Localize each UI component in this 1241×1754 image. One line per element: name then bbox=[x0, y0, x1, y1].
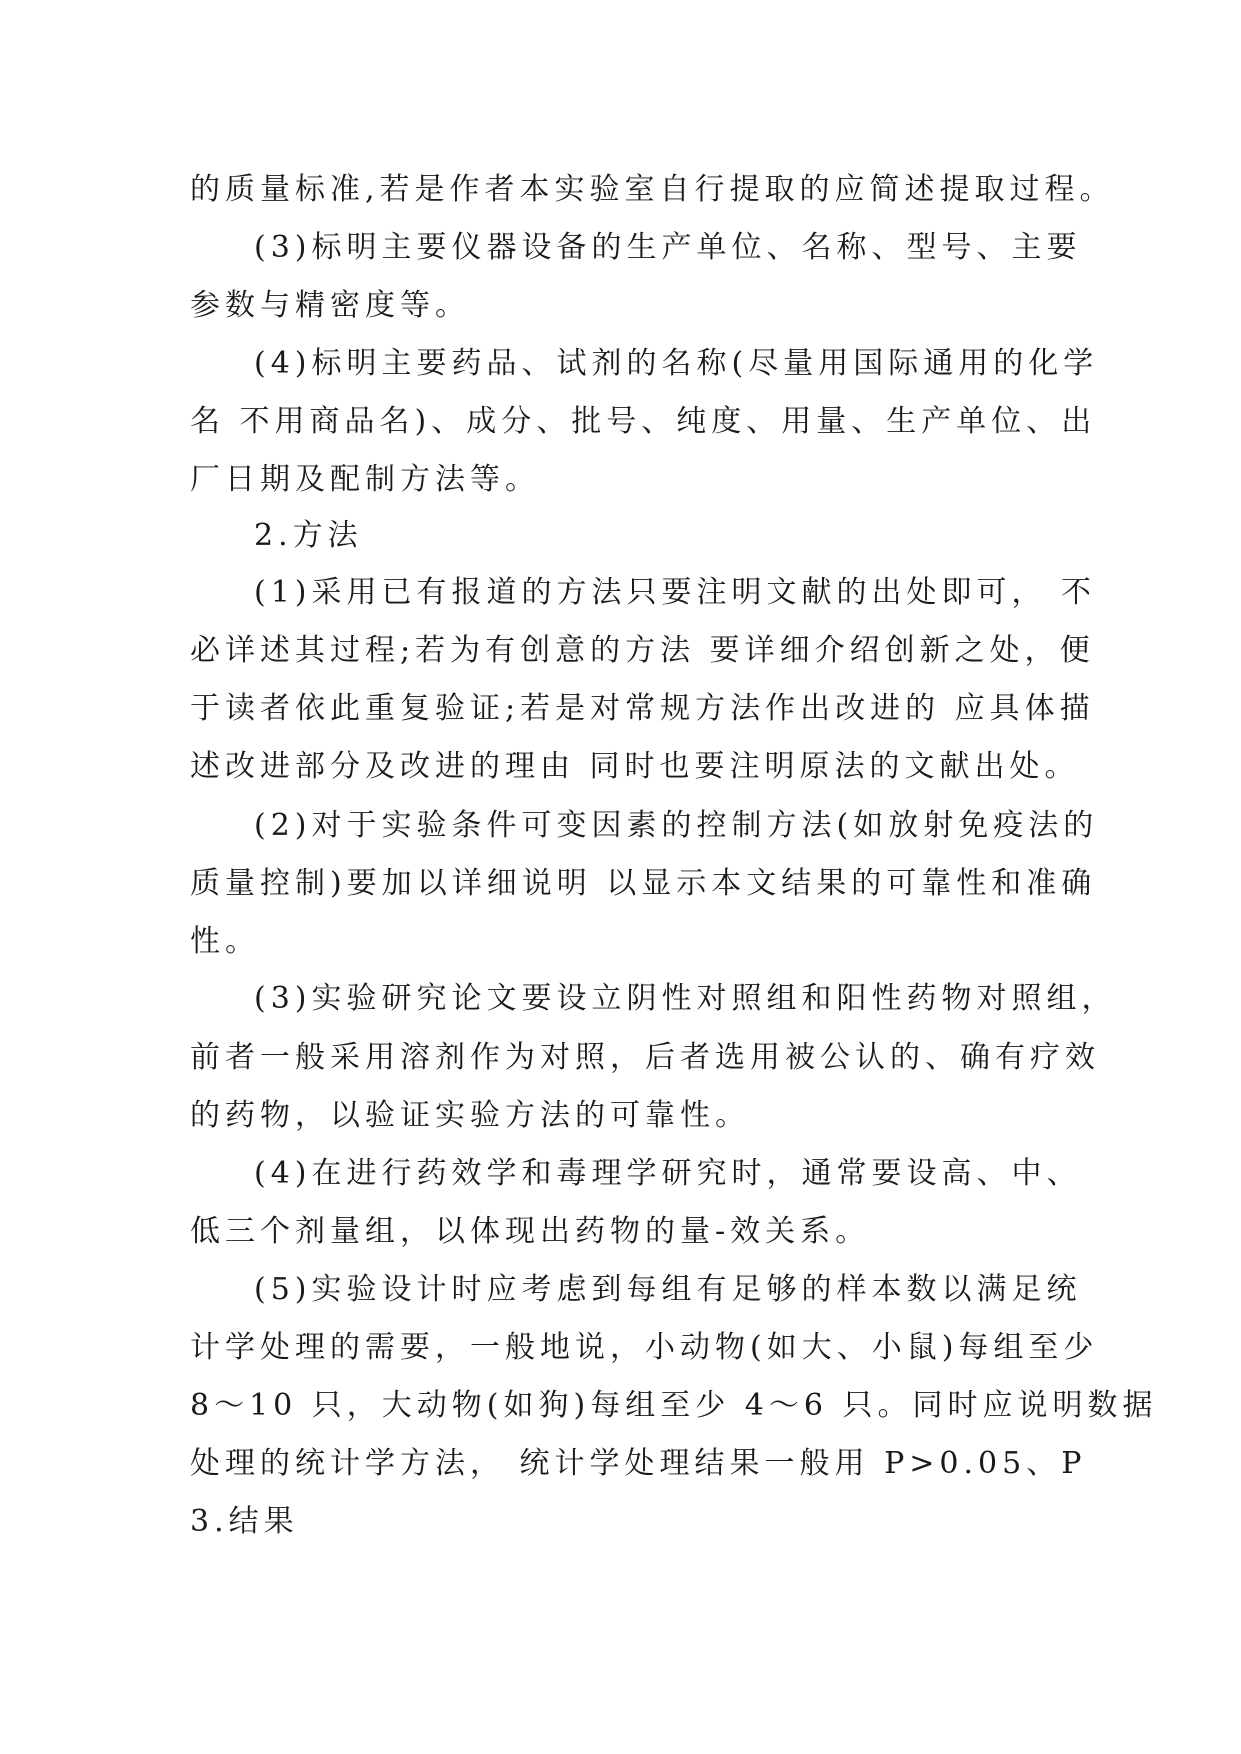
text-line: (3)标明主要仪器设备的生产单位、名称、型号、主要 bbox=[254, 230, 1082, 265]
section-heading: 3.结果 bbox=[190, 1504, 299, 1539]
text-line: 述改进部分及改进的理由 同时也要注明原法的文献出处。 bbox=[190, 749, 1080, 784]
text-line: (5)实验设计时应考虑到每组有足够的样本数以满足统 bbox=[254, 1272, 1082, 1307]
text-line: 于读者依此重复验证;若是对常规方法作出改进的 应具体描 bbox=[190, 691, 1095, 726]
text-line: 参数与精密度等。 bbox=[190, 288, 470, 323]
text-line: 性。 bbox=[190, 924, 260, 959]
text-line: 质量控制)要加以详细说明 以显示本文结果的可靠性和准确 bbox=[190, 866, 1097, 901]
text-line: 名 不用商品名)、成分、批号、纯度、用量、生产单位、出 bbox=[190, 404, 1097, 439]
text-line: (3)实验研究论文要设立阴性对照组和阳性药物对照组， bbox=[254, 981, 1117, 1016]
text-line: 低三个剂量组，以体现出药物的量-效关系。 bbox=[190, 1214, 871, 1249]
text-line: 的质量标准,若是作者本实验室自行提取的应简述提取过程。 bbox=[190, 172, 1115, 207]
text-line: (4)标明主要药品、试剂的名称(尽量用国际通用的化学 bbox=[254, 346, 1099, 381]
section-heading: 2.方法 bbox=[254, 518, 363, 553]
text-line: 处理的统计学方法， 统计学处理结果一般用 P>0.05、P bbox=[190, 1446, 1087, 1481]
text-line: (4)在进行药效学和毒理学研究时，通常要设高、中、 bbox=[254, 1156, 1082, 1191]
text-line: 的药物，以验证实验方法的可靠性。 bbox=[190, 1098, 750, 1133]
text-line: 必详述其过程;若为有创意的方法 要详细介绍创新之处，便 bbox=[190, 633, 1095, 668]
text-line: 前者一般采用溶剂作为对照，后者选用被公认的、确有疗效 bbox=[190, 1040, 1100, 1075]
text-line: (1)采用已有报道的方法只要注明文献的出处即可， 不 bbox=[254, 575, 1097, 610]
text-line: 厂日期及配制方法等。 bbox=[190, 462, 540, 497]
text-line: (2)对于实验条件可变因素的控制方法(如放射免疫法的 bbox=[254, 808, 1099, 843]
text-line: 8～10 只，大动物(如狗)每组至少 4～6 只。同时应说明数据 bbox=[190, 1388, 1158, 1423]
text-line: 计学处理的需要，一般地说，小动物(如大、小鼠)每组至少 bbox=[190, 1330, 1099, 1365]
